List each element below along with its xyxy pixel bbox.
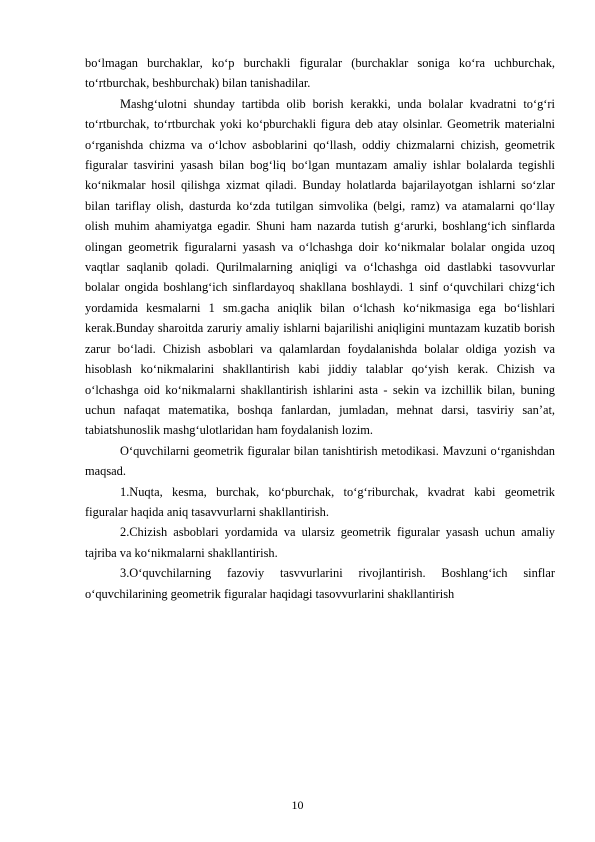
list-item-1: 1.Nuqta, kesma, burchak, ko‘pburchak, to‘g‘riburchak, kvadrat kabi geometrik figuralar haqida aniq tasavvurlarni shakllantirish. [85, 484, 555, 519]
list-item-2: 2.Chizish asboblari yordamida va ularsiz geometrik figuralar yasash uchun amaliy tajriba va ko‘nikmalarni shakllantirish. [85, 525, 555, 560]
section-heading-paragraph: O‘quvchilarni geometrik figuralar bilan tanishtirish metodikasi. Mavzuni o‘rganishdan maqsad. [85, 443, 555, 479]
list-item-3: 3.O‘quvchilarning fazoviy tasvvurlarini rivojlantirish. Boshlang‘ich sinflar o‘quvchilarining geometrik figuralar haqidagi tasovvurlarini shakllantirish [85, 566, 555, 601]
document-body [85, 53, 555, 604]
paragraph-1: bo‘lmagan burchaklar, ko‘p burchakli figuralar (burchaklar soniga ko‘ra uchburchak, to‘rtburchak, beshburchak) bilan tanishadilar. [85, 56, 555, 91]
page-number: 10 [291, 798, 304, 812]
paragraph-2: Mashg‘ulotni shunday tartibda olib borish kerakki, unda bolalar kvadratni to‘g‘ri to‘rtburchak, to‘rtburchak yoki ko‘pburchakli figura deb atay olsinlar. Geometrik materialni o‘rganishda chizma va o‘lchov asboblarini qo‘llash, oddiy chizmalarni chizish, geometrik figuralar tasvirini yasash bilan bog‘liq bo‘lgan muntazam amaliy ishlar bolalarda tegishli ko‘nikmalar hosil qilishga xizmat qiladi. Bunday holatlarda bajarilayotgan ishlarni so‘zlar bilan tariflay olish, dasturda ko‘zda tutilgan simvolika (belgi, ramz) va atamalarni qo‘llay olish muhim ahamiyatga egadir. Shuni ham nazarda tutish g‘arurki, boshlang‘ich sinflarda olingan geometrik figuralarni yasash va o‘lchashga doir ko‘nikmalar bolalar ongida uzoq vaqtlar saqlanib qoladi. Qurilmalarning aniqligi va o‘lchashga oid dastlabki tasovvurlar bolalar ongida boshlang‘ich sinflardayoq shakllana boshlaydi. 1 sinf o‘quvchilari chizg‘ich yordamida kesmalarni 1 sm.gacha aniqlik bilan o‘lchash ko‘nikmasiga ega bo‘lishlari kerak.Bunday sharoitda zaruriy amaliy ishlarni bajarilishi aniqligini muntazam kuzatib borish zarur bo‘ladi. Chizish asboblari va qalamlardan foydalanishda bolalar oldiga yozish va hisoblash ko‘nikmalarini shakllantirish kabi jiddiy talablar qo‘yish kerak. Chizish va o‘lchashga oid ko‘nikmalarni shakllantirish ishlarini asta - sekin va izchillik bilan, buning uchun nafaqat matematika, boshqa fanlardan, jumladan, mehnat darsi, tasviriy san’at, tabiatshunoslik mashg‘ulotlaridan ham foydalanish lozim. [85, 96, 555, 438]
